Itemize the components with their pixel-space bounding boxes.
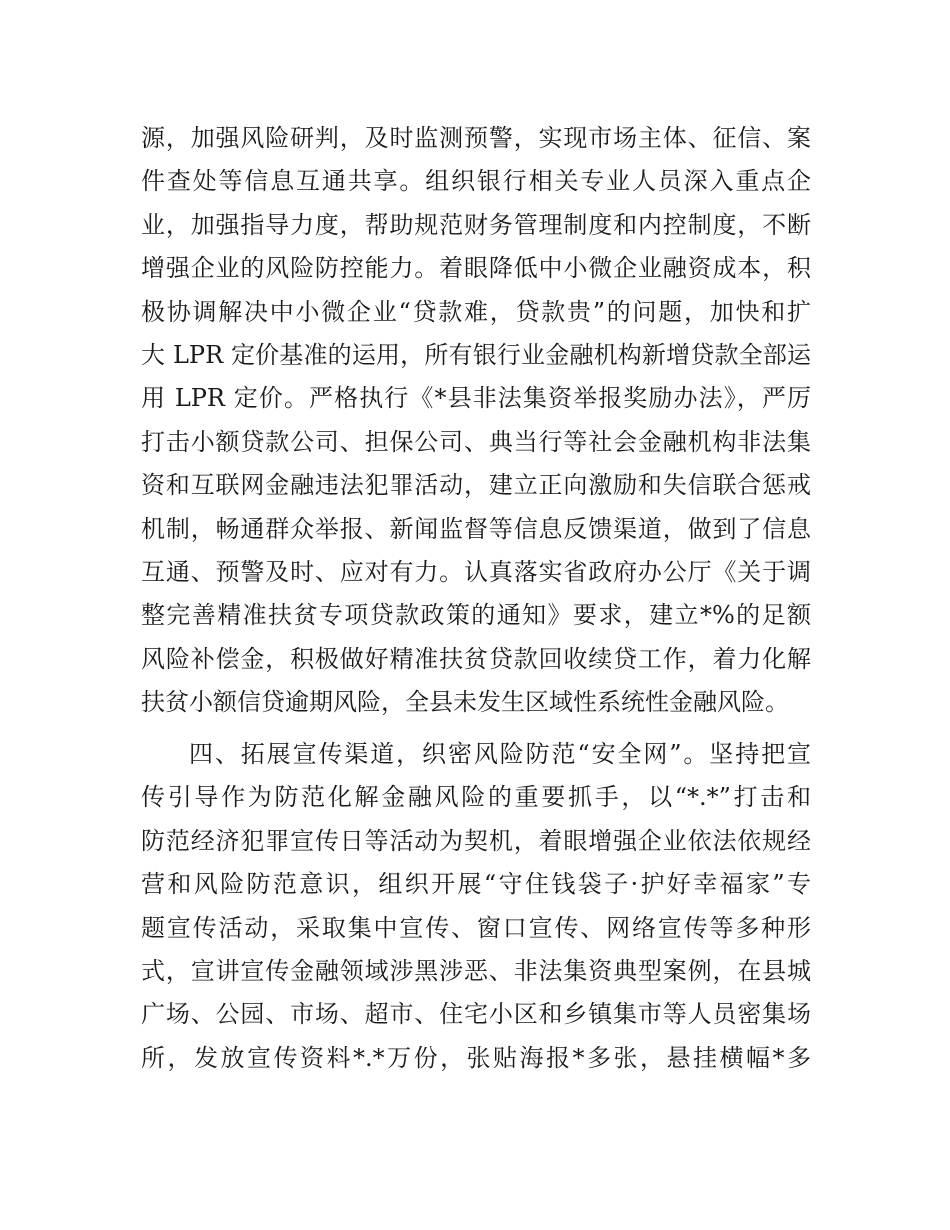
text-line: 打击小额贷款公司、担保公司、典当行等社会金融机构非法集 [141,427,811,456]
text-line: 大 LPR 定价基准的运用，所有银行业金融机构新增贷款全部运 [141,340,811,369]
text-line: 扶贫小额信贷逾期风险，全县未发生区域性系统性金融风险。 [141,688,789,717]
text-line: 式，宣讲宣传金融领域涉黑涉恶、非法集资典型案例，在县城 [141,956,811,985]
text-line: 广场、公园、市场、超市、住宅小区和乡镇集市等人员密集场 [141,1000,811,1029]
text-line: 互通、预警及时、应对有力。认真落实省政府办公厅《关于调 [141,557,811,586]
text-line: 所，发放宣传资料*.*万份，张贴海报*多张，悬挂横幅*多 [141,1043,811,1072]
text-line: 源，加强风险研判，及时监测预警，实现市场主体、征信、案 [141,124,811,152]
text-line: 业，加强指导力度，帮助规范财务管理制度和内控制度，不断 [141,210,811,239]
text-line: 防范经济犯罪宣传日等活动为契机，着眼增强企业依法依规经 [141,826,811,855]
paragraph-publicity-channels [141,733,811,1080]
text-line: 用 LPR 定价。严格执行《*县非法集资举报奖励办法》，严厉 [141,384,811,413]
text-line: 整完善精准扶贫专项贷款政策的通知》要求，建立*%的足额 [141,601,811,630]
text-line: 风险补偿金，积极做好精准扶贫贷款回收续贷工作，着力化解 [141,644,811,673]
text-line: 极协调解决中小微企业“贷款难，贷款贵”的问题，加快和扩 [141,297,811,326]
text-line: 四、拓展宣传渠道，织密风险防范“安全网”。坚持把宣 [189,740,811,768]
text-line: 传引导作为防范化解金融风险的重要抓手，以“*.*”打击和 [141,783,811,812]
text-line: 营和风险防范意识，组织开展“守住钱袋子·护好幸福家”专 [141,870,811,899]
paragraph-financial-risk-control [141,117,811,724]
text-line: 资和互联网金融违法犯罪活动，建立正向激励和失信联合惩戒 [141,471,811,500]
text-line: 题宣传活动，采取集中宣传、窗口宣传、网络宣传等多种形 [141,913,811,942]
text-line: 机制，畅通群众举报、新闻监督等信息反馈渠道，做到了信息 [141,514,811,543]
text-line: 增强企业的风险防控能力。着眼降低中小微企业融资成本，积 [141,254,811,283]
text-line: 件查处等信息互通共享。组织银行相关专业人员深入重点企 [141,167,811,196]
